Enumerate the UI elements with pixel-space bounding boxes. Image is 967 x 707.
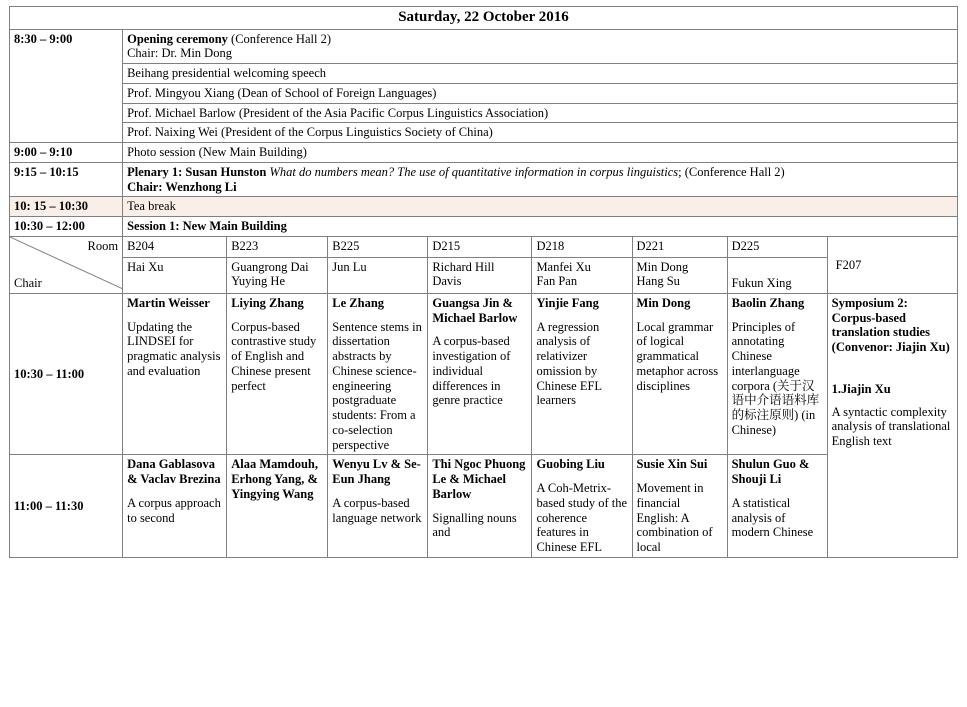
symposium-first-talk-author: 1.Jiajin Xu	[831, 381, 891, 396]
time-session-1: 10:30 – 12:00	[10, 217, 123, 237]
room-f207: F207	[827, 236, 957, 293]
talk-1030-b223	[227, 293, 328, 455]
time-plenary: 9:15 – 10:15	[10, 162, 123, 197]
talk-1100-d218	[532, 455, 632, 558]
photo-session-cell: Photo session (New Main Building)	[123, 143, 958, 163]
room-d215: D215	[428, 236, 532, 257]
talk-author: Baolin Zhang	[731, 295, 805, 310]
talk-title: A corpus approach to second	[127, 495, 221, 525]
talk-author: Susie Xin Sui	[636, 457, 708, 472]
opening-ceremony-venue: (Conference Hall 2)	[227, 31, 331, 46]
conference-schedule-table	[9, 6, 958, 558]
opening-row-4	[10, 103, 958, 123]
talk-1030-d215	[428, 293, 532, 455]
tea-break-row	[10, 197, 958, 217]
talk-author: Wenyu Lv & Se-Eun Jhang	[332, 457, 421, 487]
talk-title: Updating the LINDSEI for pragmatic analysis and evaluation	[127, 319, 221, 378]
talk-1100-d215	[428, 455, 532, 558]
plenary-venue: ; (Conference Hall 2)	[678, 164, 785, 179]
room-d218: D218	[532, 236, 632, 257]
chair-b204: Hai Xu	[123, 257, 227, 293]
talk-1030-b204	[123, 293, 227, 455]
slot-1100-row	[10, 455, 958, 558]
talk-1030-d218	[532, 293, 632, 455]
chairs-row	[10, 257, 958, 293]
tea-break-cell: Tea break	[123, 197, 958, 217]
talk-author: Yinjie Fang	[536, 295, 599, 310]
talk-title: A regression analysis of relativizer omission by Chinese EFL learners	[536, 319, 602, 408]
chair-d218: Manfei Xu Fan Pan	[532, 257, 632, 293]
room-d225: D225	[727, 236, 827, 257]
page-title: Saturday, 22 October 2016	[10, 7, 958, 30]
plenary-talk-title: What do numbers mean? The use of quantitative information in corpus linguistics	[266, 164, 679, 179]
plenary-row	[10, 162, 958, 197]
opening-row-3	[10, 83, 958, 103]
time-slot-1100: 11:00 – 11:30	[10, 455, 123, 558]
opening-row-2	[10, 64, 958, 84]
session-row	[10, 217, 958, 237]
room-d221: D221	[632, 236, 727, 257]
chair-d221: Min Dong Hang Su	[632, 257, 727, 293]
talk-1030-b225	[328, 293, 428, 455]
talk-title: A Coh-Metrix-based study of the coherence features in Chinese EFL	[536, 481, 628, 555]
opening-ceremony-chair: Chair: Dr. Min Dong	[127, 46, 232, 61]
room-header-label: Room	[87, 238, 119, 253]
opening-row-1	[10, 29, 958, 64]
room-chair-header-cell	[10, 236, 123, 293]
plenary-cell	[123, 162, 958, 197]
room-b225: B225	[328, 236, 428, 257]
speaker-naixing-wei: Prof. Naixing Wei (President of the Corpus Linguistics Society of China)	[123, 123, 958, 143]
title-row	[10, 7, 958, 30]
talk-author: Alaa Mamdouh, Erhong Yang, & Yingying Wang	[231, 457, 319, 501]
talk-title: Principles of annotating Chinese interlanguage corpora (关于汉语中介语语料库的标注原则) (in Chinese)	[731, 319, 820, 437]
time-slot-1030: 10:30 – 11:00	[10, 293, 123, 455]
talk-1030-d225	[727, 293, 827, 455]
talk-title: Corpus-based contrastive study of English and Chinese present perfect	[231, 319, 317, 393]
plenary-chair: Chair: Wenzhong Li	[127, 179, 237, 194]
talk-title: Signalling nouns and	[432, 510, 517, 540]
talk-author: Thi Ngoc Phuong Le & Michael Barlow	[432, 457, 526, 501]
talk-1100-d221	[632, 455, 727, 558]
time-tea-break: 10: 15 – 10:30	[10, 197, 123, 217]
chair-header-label: Chair	[14, 276, 42, 291]
symposium-title: Symposium 2: Corpus-based translation studies (Convenor: Jiajin Xu)	[831, 295, 950, 355]
time-opening: 8:30 – 9:00	[10, 29, 123, 143]
talk-author: Guobing Liu	[536, 457, 605, 472]
talk-1100-b223	[227, 455, 328, 558]
talk-title: A corpus-based language network	[332, 495, 422, 525]
symposium-spacer	[832, 364, 953, 382]
talk-author: Martin Weisser	[127, 295, 210, 310]
talk-author: Dana Gablasova & Vaclav Brezina	[127, 457, 221, 487]
chair-d215: Richard Hill Davis	[428, 257, 532, 293]
speaker-mingyou-xiang: Prof. Mingyou Xiang (Dean of School of Foreign Languages)	[123, 83, 958, 103]
talk-title: Movement in financial English: A combination of local	[636, 481, 713, 555]
time-photo-session: 9:00 – 9:10	[10, 143, 123, 163]
symposium-first-talk-title: A syntactic complexity analysis of translational English text	[831, 404, 951, 449]
talk-author: Liying Zhang	[231, 295, 304, 310]
room-b223: B223	[227, 236, 328, 257]
chair-b225: Jun Lu	[328, 257, 428, 293]
talk-title: A statistical analysis of modern Chinese	[731, 495, 814, 540]
talk-title: Local grammar of logical grammatical metaphor across disciplines	[636, 319, 719, 393]
talk-title: A corpus-based investigation of individual differences in genre practice	[432, 334, 511, 408]
photo-session-row	[10, 143, 958, 163]
chair-d225: Fukun Xing	[727, 257, 827, 293]
talk-author: Le Zhang	[332, 295, 385, 310]
session-1-cell: Session 1: New Main Building	[123, 217, 958, 237]
opening-row-5	[10, 123, 958, 143]
talk-1100-b225	[328, 455, 428, 558]
room-b204: B204	[123, 236, 227, 257]
chair-b223: Guangrong Dai Yuying He	[227, 257, 328, 293]
speaker-michael-barlow: Prof. Michael Barlow (President of the Asia Pacific Corpus Linguistics Association)	[123, 103, 958, 123]
talk-1100-b204	[123, 455, 227, 558]
welcoming-speech-cell: Beihang presidential welcoming speech	[123, 64, 958, 84]
talk-title: Sentence stems in dissertation abstracts by Chinese science-engineering postgraduate students: From a co-selection perspective	[332, 319, 422, 452]
symposium-2-cell	[827, 293, 957, 557]
talk-author: Min Dong	[636, 295, 691, 310]
slot-1030-row	[10, 293, 958, 455]
plenary-speaker: Plenary 1: Susan Hunston	[127, 164, 267, 179]
talk-author: Shulun Guo & Shouji Li	[731, 457, 810, 487]
opening-ceremony-label: Opening ceremony	[127, 31, 228, 46]
opening-ceremony-cell	[123, 29, 958, 64]
talk-1030-d221	[632, 293, 727, 455]
rooms-row	[10, 236, 958, 257]
talk-1100-d225	[727, 455, 827, 558]
talk-author: Guangsa Jin & Michael Barlow	[432, 295, 518, 325]
